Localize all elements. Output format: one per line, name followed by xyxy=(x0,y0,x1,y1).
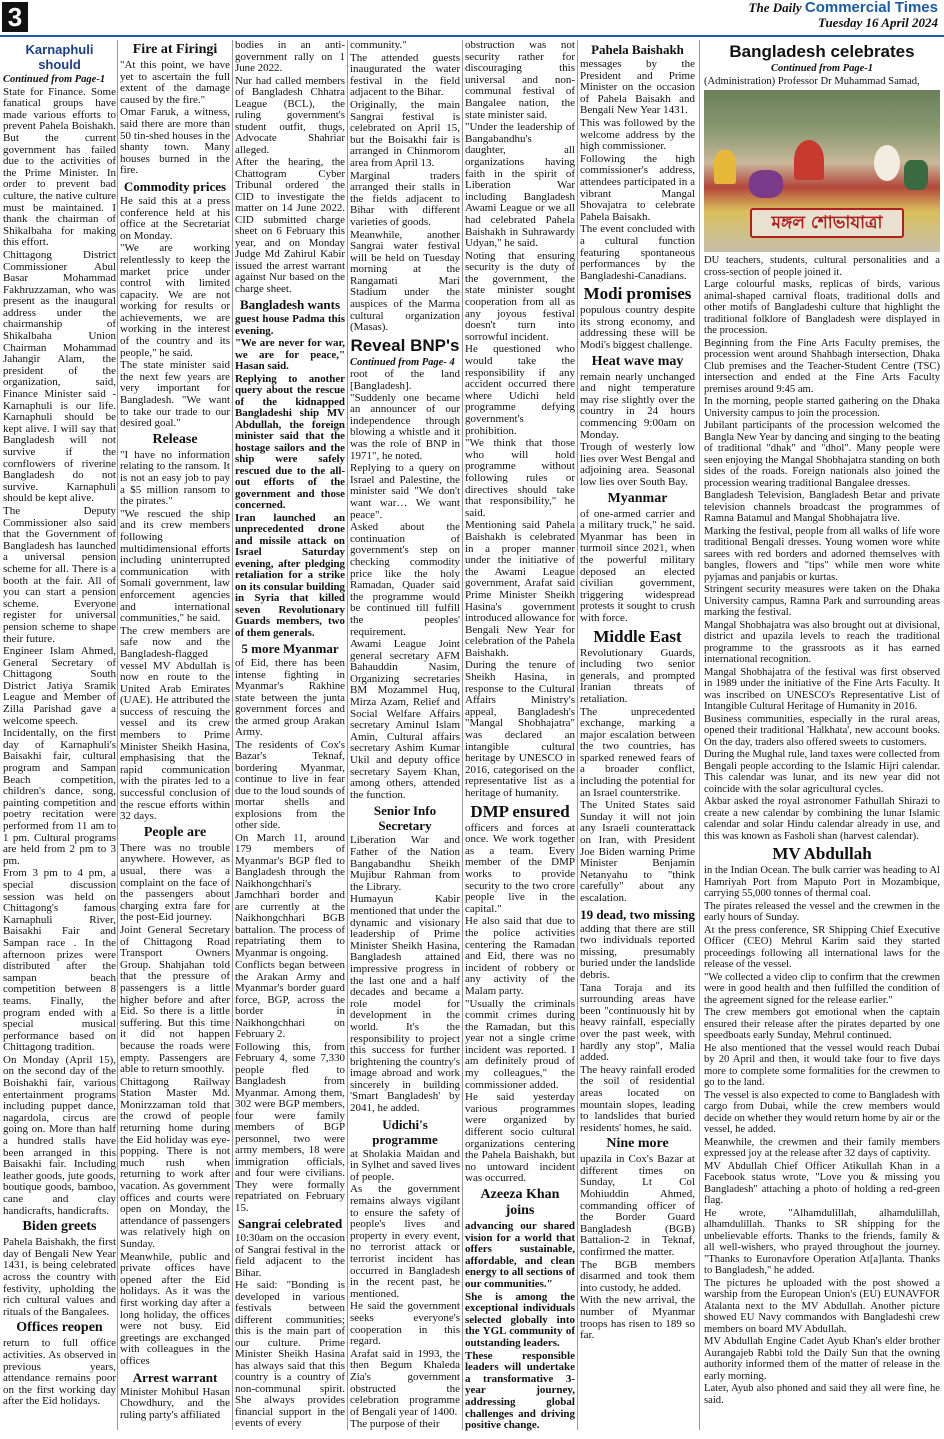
issue-date: Tuesday 16 April 2024 xyxy=(817,15,938,30)
paragraph: Bangladesh Television, Bangladesh Betar and private television channels broadcast the programmes of Ramna Batamul and Mangal Shobhajatra live. xyxy=(704,490,940,524)
headline-reveal-bnp: Reveal BNP's xyxy=(350,335,460,355)
paragraph: The crew members got emotional when the captain ensured their release after the pirates departed by one speedboats early Sunday, Mehrul continued. xyxy=(704,1007,940,1041)
paragraph: Following this, from February 4, some 7,330 people fled to Bangladesh from Myanmar. Among them, 302 were BGP members, four were family members of BGP personnel, two were army members, 18 were immigration officials, and four were civilians. They were formally repatriated on February 15. xyxy=(235,1040,345,1214)
brand-prefix: The Daily xyxy=(748,0,802,15)
paragraph: "Under the leadership of Bangabandhu's daughter, all organizations having faith in the spirit of Liberation War including Bangladesh Awami League or we all had celebrated Pahela Baishakh in Suhrawardy Udyan," he said. xyxy=(465,121,575,250)
paragraph: "We are never for war, we are for peace," Hasan said. xyxy=(235,337,345,372)
paragraph: obstruction was not security rather for discouraging this universal and non-communal festival of Bangalee nation, the state minister said. xyxy=(465,40,575,121)
column-divider xyxy=(232,40,233,1430)
paragraph: Meanwhile, another Sangrai water festival will be held on Tuesday morning at the Rangamati Mari Stadium under the auspices of the Marma cultural organization (Masas). xyxy=(350,228,460,334)
paragraph: The pirates released the vessel and the crewmen in the early hours of Sunday. xyxy=(704,900,940,923)
paragraph: After the hearing, the Chattogram Cyber Tribunal ordered the CID to investigate the matter on 14 June 2022. CID submitted charge sheet on 6 February this year, and on Monday Judge Md Zahirul Kabir issued the arrest warrant against Nur based on the charge sheet. xyxy=(235,156,345,295)
paragraph: The BGB members disarmed and took them into custody, he added. xyxy=(580,1258,695,1294)
paragraph: Marginal traders arranged their stalls in the fields adjacent to Bihar with different varieties of goods. xyxy=(350,169,460,228)
paragraph: He also mentioned that the vessel would reach Dubai by 20 April and then, it would take four to five days more to complete some formalities for the crewmen to go to the land. xyxy=(704,1042,940,1088)
paragraph: Business communities, especially in the rural areas, opened their traditional 'Halkhata', new account books. On the day, traders also offered sweets to customers. xyxy=(704,713,940,748)
paragraph: Meanwhile, public and private offices have opened after the Eid holidays. As it was the first working day after a long holiday, the offices were not busy. Eid greetings are exchanged with colleagues in the offices xyxy=(120,1250,230,1367)
paragraph: Mangal Shobhajatra was also brought out at divisional, district and upazila levels to reach the traditional programme to the grassroots as it has earned international recognition. xyxy=(704,619,940,665)
page-number: 3 xyxy=(2,2,28,32)
paragraph: There was no trouble anywhere. However, as usual, there was a complaint on the face of the passengers about charging extra fare for the post-Eid journey. xyxy=(120,841,230,924)
paragraph: The vessel is also expected to come to Bangladesh with cargo from Dubai, while the crew members would decide on whether they would return home by air or the vessel, he added. xyxy=(704,1089,940,1135)
paragraph: at Sholakia Maidan and in Sylhet and saved lives of people. xyxy=(350,1147,460,1183)
headline-sangrai: Sangrai celebrated xyxy=(237,1216,343,1231)
headline-19-dead: 19 dead, two missing xyxy=(580,906,695,922)
paragraph: He also said that due to the police activities centering the Ramadan and Eid, there was no incident of robbery or any activity of the Malam party. xyxy=(465,915,575,997)
column-4 xyxy=(350,40,460,1432)
paragraph: "I have no information relating to the ransom. It is not an easy job to pay a $5 million ransom to the pirates." xyxy=(120,448,230,508)
headline-fire: Fire at Firingi xyxy=(132,42,218,57)
headline-bangladesh-wants: Bangladesh wants xyxy=(239,297,341,312)
paragraph: Beginning from the Fine Arts Faculty premises, the procession went around Shahbagh intersection, Dhaka Club premises and the Teacher-Student Centre (TSC) intersection and ended at the Fine Arts Faculty premises around 9:45 am. xyxy=(704,337,940,395)
column-7 xyxy=(704,40,940,1432)
paragraph: root of the land [Bangladesh]. "Suddenly one became an announcer of our independence through blowing a whistle and it was the role of BNP in 1971", he noted. xyxy=(350,368,460,462)
paragraph: On March 11, around 179 members of Myanmar's BGP fled to Bangladesh through the Naikhongchhari's Jamchhari border and are currently at the Naikhongchhari BGB battalion. The process of repatriating them to Myanmar is ongoing. xyxy=(235,831,345,959)
paragraph: The crew members are safe now and the Bangladesh-flagged vessel MV Abdullah is now en route to the United Arab Emirates (UAE). He attributed the success of rescuing the vessel and its crew members to Prime Minister Sheikh Hasina, emphasising that the rapid communication with the pirates led to a successful conclusion of the rescue efforts within 32 days. xyxy=(120,624,230,823)
brand-line xyxy=(749,0,938,15)
paragraph: Nur had called members of Bangladesh Chhatra League (BCL), the ruling government's student outfit, thugs, Advocate Shahriar alleged. xyxy=(235,74,345,156)
mask-figure xyxy=(714,150,736,184)
mask-figure xyxy=(749,170,783,198)
paragraph: He said yesterday various programmes were organized by different socio cultural organizations centering the Pahela Baishakh, but no untoward incident was occurred. xyxy=(465,1091,575,1185)
paragraph: adding that there are still two individuals reported missing, presumably buried under the landslide debris. xyxy=(580,922,695,981)
paragraph: During the Mughal rule, land taxes were collected from Bengali people according to the Islamic Hijri calendar. This calendar was lunar, and its new year did not coincide with the solar agricultural cycles. xyxy=(704,749,940,795)
paragraph: Engineer Islam Ahmed, General Secretary of Chittagong South District Jatiya Sramik League and Member of Zilla Parishad gave a welcome speech. xyxy=(3,645,116,727)
paragraph: The residents of Cox's Bazar's Teknaf, bordering Myanmar, continue to live in fear due to the loud sounds of mortar shells and explosions from the other side. xyxy=(235,738,345,831)
masthead-rule xyxy=(0,35,944,37)
column-5 xyxy=(465,40,575,1432)
mask-figure xyxy=(794,140,824,180)
column-3 xyxy=(235,40,345,1432)
column-6 xyxy=(580,40,695,1432)
column-divider xyxy=(577,40,578,1430)
paragraph: He wrote, "Alhamdulillah, alhamdulillah, alhamdulillah. Thanks to SR shipping for the unbelievable efforts. Thanks to the friends, family & all well-wishers, who prayed throughout the journey. "Thanks to Euronavfore Operation At[a]lanta. Thanks to Bangladesh," he added. xyxy=(704,1207,940,1276)
paragraph: The attended guests inaugurated the water festival in the field adjacent to the Bihar. xyxy=(350,51,460,99)
paragraph: These responsible leaders will undertake a transformative 3-year journey, addressing global challenges and driving positive change. xyxy=(465,1349,575,1432)
procession-photo xyxy=(704,90,940,252)
headline-udichi: Udichi's programme xyxy=(372,1116,438,1147)
paragraph: "We rescued the ship and its crew members following multidimensional efforts including uninterrupted communication with Somali government, law enforcement agencies and international communities," he said. xyxy=(120,507,230,625)
paragraph: The state minister said the next few years are very important for Bangladesh. "We want to take our trade to our desired goal." xyxy=(120,359,230,430)
paragraph: (Administration) Professor Dr Muhammad Samad, xyxy=(704,75,920,87)
paragraph: The Deputy Commissioner also said that the Government of Bangladesh has launched a universal pension scheme for all. There is a booth at the fair. All of you can start a pension scheme. Everyone register for universal pension scheme to shape their future. xyxy=(3,504,116,645)
masthead xyxy=(0,0,944,38)
paragraph: Asked about the continuation of government's step on checking commodity price like the holy Ramadan, Quader said the programme would be continued till fulfill the peoples' requirement. xyxy=(350,521,460,638)
column-divider xyxy=(117,40,118,1430)
headline-release: Release xyxy=(152,431,198,447)
paragraph: Later, Ayub also phoned and said they all were fine, he said. xyxy=(704,1383,940,1406)
paragraph: Chittagong District Commissioner Abul Basar Mohammad Fakhruzzaman, who was present as the inaugural address under the chairmanship of Shikalbaha Union Chairman Mohammad Jahangir Alam, the president of the organization, said, Finance Minister said - Karnaphuli is our life. Karnaphuli should be kept alive. I will say that Bangladesh will not survive if the cornflowers of riverine Bangladesh do not survive. Karnaphuli should be kept alive. xyxy=(3,248,116,505)
headline-senior-info: Senior Info Secretary xyxy=(373,803,437,834)
paragraph: Liberation War and Father of the Nation Bangabandhu Sheikh Mujibur Rahman from the Library. xyxy=(350,834,460,893)
paragraph: The unprecedented exchange, marking a major escalation between the two countries, has sparked renewed fears of a broader conflict, including the potential for an Israel counterstrike. xyxy=(580,705,695,799)
paragraph: Incidentally, on the first day of Karnaphuli's Baisakhi fair, cultural program and Sampan Beach competition, children's dance, song, painting competition and poetry recitation were performed from 11 am to 1 pm. Cultural programs are held from 2 pm to 3 pm. xyxy=(3,727,116,867)
paragraph: Replying to another query about the rescue of the kidnapped Bangladeshi ship MV Abdullah, the foreign minister said that the hostage sailors and the ship were safely rescued due to the all-out efforts of the government and those concerned. xyxy=(235,372,345,511)
paragraph: The event concluded with a cultural function featuring spontaneous performances by the Bangladeshi-Canadians. xyxy=(580,223,695,282)
paragraph: Conflicts began between the Arakan Army and Myanmar's border guard force, BGP, across the border in Naikhongchhari on February 2. xyxy=(235,959,345,1040)
paragraph: Mentioning said Pahela Baishakh is celebrated in a proper manner under the initiative of the Awami League government, Arafat said Prime Minister Sheikh Hasina's government introduced allowance for Bengali New Year for celebration of the Pahela Baishakh. xyxy=(465,519,575,659)
paragraph: He said: "Bonding is developed in various festivals between different communities; this is the main part of our culture. Prime Minister Sheikh Hasina has always said that this country is a country of non-communal spirit. She always provides financial support in the events of every xyxy=(235,1279,345,1429)
headline-karnaphuli: Karnaphuli should xyxy=(25,42,94,72)
headline-dmp: DMP ensured xyxy=(470,801,570,821)
paragraph: The purpose of their xyxy=(350,1418,440,1431)
paragraph: of Eid, there has been intense fighting in Myanmar's Rakhine state between the junta government forces and the armed group Arakan Army. xyxy=(235,657,345,738)
paragraph: messages by the President and Prime Minister on the occasion of Pahela Baisakh and Bengali New Year 1431. xyxy=(580,58,695,117)
paragraph: 10:30am on the occasion of Sangrai festival in the field adjacent to the Bihar. xyxy=(235,1232,345,1279)
column-2 xyxy=(120,40,230,1432)
paragraph: community." xyxy=(350,40,407,51)
paragraph: remain nearly unchanged and night temperature may rise slightly over the country in 24 hours commencing 9:00am on Monday. xyxy=(580,370,695,441)
continued-label: Continued from Page- 4 xyxy=(350,356,455,368)
paragraph: officers and forces at once. We work together as a team. Every member of the DMP works to provide security to the two crore people live in the capital." xyxy=(465,821,575,915)
headline-biden: Biden greets xyxy=(22,1219,97,1235)
paragraph: Stringent security measures were taken on the Dhaka University campus, Ramna Park and surrounding areas marking the festival. xyxy=(704,584,940,618)
mask-figure xyxy=(904,160,928,190)
paragraph: Pahela Baishakh, the first day of Bengali New Year 1431, is being celebrated across the country with festivity, upholding the rich cultural values and rituals of the Bangalees. xyxy=(3,1236,116,1318)
paragraph: Omar Faruk, a witness, said there are more than 50 tin-shed houses in the shanty town. Many houses burned in the fire. xyxy=(120,106,230,177)
headline-azeeza: Azeeza Khan joins xyxy=(480,1187,560,1218)
paragraph: MV Abdullah Chief Officer Atikullah Khan in a Facebook status wrote, "Love you & missing you Bangladesh" attaching a photo of holding a red-green flag. xyxy=(704,1160,940,1206)
paragraph: He said this at a press conference held at his office at the Secretariat on Monday. xyxy=(120,194,230,242)
paragraph: State for Finance. Some fanatical groups have made various efforts to prevent Pahela Boishakh. But the current government has failed due to the activities of the Prime Minister. In order to prevent bad culture, the native culture must be maintained. I thank the chairman of Shikalbaha for making this effort. xyxy=(3,85,116,249)
paragraph: Iran launched an unprecedented drone and missile attack on Israel Saturday evening, after pledging retaliation for a strike on its consular building in Syria that killed seven Revolutionary Guards members, two of them generals. xyxy=(235,511,345,639)
brand-name: Commercial Times xyxy=(804,0,938,16)
continued-label: Continued from Page-1 xyxy=(3,74,106,85)
paragraph: of one-armed carrier and a military truck," he said. Myanmar has been in turmoil since 2021, when the powerful military deposed an elected civilian government, triggering widespread protests it sought to crush with force. xyxy=(580,507,695,624)
paragraph: Tana Toraja and its surrounding areas have been "continuously hit by heavy rainfall, especially over the past week, with hardly any stop", Malia added. xyxy=(580,981,695,1064)
headline-mv-abdullah: MV Abdullah xyxy=(772,844,872,863)
paragraph: Replying to a query on Israel and Palestine, the minister said "We don't want war… We want peace". xyxy=(350,462,460,521)
headline-people: People are xyxy=(143,824,207,840)
headline-nine-more: Nine more xyxy=(606,1136,669,1152)
column-divider xyxy=(462,40,463,1430)
paragraph: Humayun Kabir mentioned that under the dynamic and visionary leadership of Prime Minister Sheikh Hasina, Bangladesh attained impressive progress in the last one and a half decades and became a role model for development in the world. It's the responsibility to project this success for further brightening the country's image abroad and work sincerely in building 'Smart Bangladesh' by 2041, he added. xyxy=(350,893,460,1115)
paragraph: Revolutionary Guards, including two senior generals, and prompted Iranian threats of retaliation. xyxy=(580,646,695,705)
headline-myanmar: Myanmar xyxy=(607,490,668,506)
paragraph: "At this point, we have yet to ascertain the full extent of the damage caused by the fire." xyxy=(120,59,230,106)
paragraph: The heavy rainfall eroded the soil of residential areas located on mountain slopes, leading to landslides that buried residents' homes, he said. xyxy=(580,1063,695,1134)
column-1 xyxy=(3,40,116,1432)
paragraph: Following the high commissioner's address, attendees participated in a vibrant Mangal Shovajatra to celebrate Pahela Baisakh. xyxy=(580,152,695,223)
paragraph: "Usually the criminals commit crimes during the Ramadan, but this year not a single crime incident was reported. I am definitely proud of my colleagues," the commissioner added. xyxy=(465,997,575,1091)
paragraph: She is among the exceptional individuals selected globally into the YGL community of outstanding leaders. xyxy=(465,1290,575,1349)
brand xyxy=(749,0,938,31)
paragraph: Joint General Secretary of Chittagong Road Transport Owners Group. Shahjahan told that the pressure of passengers is a little higher before and after Eid. So there is a little suffering. But this time it did not happen because the roads were empty. Passengers are able to return smoothly. xyxy=(120,923,230,1076)
paragraph: Originally, the main Sangrai festival is celebrated on April 15, but the Boisakhi fair is arranged in Chinmorom area from April 13. xyxy=(350,98,460,169)
paragraph: During the tenure of Sheikh Hasina, in response to the Cultural Affairs Ministry's appeal, Bangladesh's "Mangal Shobhajatra" was declared an intangible cultural heritage by UNESCO in 2016, categorised on the representative list as a heritage of humanity. xyxy=(465,659,575,799)
headline-myanmar-5: 5 more Myanmar xyxy=(241,641,339,656)
column-divider xyxy=(699,40,700,1430)
paragraph: This was followed by the welcome address by the high commissioner. xyxy=(580,116,695,153)
paragraph: populous country despite its strong economy, and addressing these will be Modi's biggest challenge. xyxy=(580,304,695,352)
headline-pahela: Pahela Baishakh xyxy=(591,42,684,57)
paragraph: "We think that those who will hold programme without following rules or directives should take that responsibility," he said. xyxy=(465,437,575,519)
paragraph: Arafat said in 1993, the then Begum Khaleda Zia's government obstructed the celebration programme of Bengali year of 1400. xyxy=(350,1347,460,1418)
paragraph: bodies in an anti-government rally on 1 June 2022. xyxy=(235,40,345,74)
headline-middle-east: Middle East xyxy=(593,626,682,646)
headline-bangladesh-celebrates: Bangladesh celebrates xyxy=(729,42,915,61)
paragraph: Chittagong Railway Station Master Md. Monirzzaman told that the crowd of people returning home during the Eid holiday was eye-popping. There is not much rush when returning to work after vacation. As government offices and courts were open on Monday, the attendance of passengers was relatively high on Sunday. xyxy=(120,1075,230,1250)
paragraph: Trough of westerly low lies over West Bengal and adjoining area. Seasonal low lies over South Bay. xyxy=(580,441,695,488)
paragraph: guest house Padma this evening. xyxy=(235,313,345,337)
paragraph: Marking the festival, people from all walks of life wore traditional Bengali dresses. Young women wore white sarees with red borders and adorned themselves with bangles, flowers and "tips" while men wore white pyjamas and panjabis or kurtas. xyxy=(704,525,940,583)
paragraph: Noting that ensuring security is the duty of the government, the state minister sought cooperation from all as any joyous festival doesn't turn into sorrowful incident. xyxy=(465,249,575,343)
paragraph: Minister Mohibul Hasan Chowdhury, and the ruling party's affiliated xyxy=(120,1385,230,1421)
paragraph: advancing our shared vision for a world that offers sustainable, affordable, and clean energy to all sections of our communities." xyxy=(465,1220,575,1290)
paragraph: "We collected a video clip to confirm that the crewmen were in good health and then fulfilled the condition of the agreement signed for the release earlier." xyxy=(704,971,940,1006)
procession-banner: মঙ্গল শোভাযাত্রা xyxy=(750,208,904,238)
paragraph: From 3 pm to 4 pm, a special discussion session was held on Chittagong's famous Karnaphuli River, Baisakhi Fair and Sampan race . In the afternoon prizes were distributed after the sampan beach competition between 8 teams. Finally, the program ended with a special musical performance based on Chittagong tradition. xyxy=(3,867,116,1054)
paragraph: MV Abdullah Engine Cadet Ayub Khan's elder brother Aurangajeb Rabbi told the Daily Sun that the owning authority informed them of the matter of release in the early morning. xyxy=(704,1336,940,1382)
paragraph: With the new arrival, the number of Myanmar troops has risen to 189 so far. xyxy=(580,1294,695,1342)
paragraph: Large colourful masks, replicas of birds, various animal-shaped carnival floats, traditional dolls and other motifs of Bangladeshi culture that highlight the traditional folklore of Bangladesh were displayed in the procession. xyxy=(704,279,940,336)
paragraph: In the morning, people started gathering on the Dhaka University campus to join the procession. xyxy=(704,396,940,419)
continued-label: Continued from Page-1 xyxy=(770,63,874,74)
headline-commodity: Commodity prices xyxy=(123,178,227,194)
paragraph: Jubilant participants of the procession welcomed the Bangla New Year by dancing and singing to the beating of traditional "dhak" and "dhol". Many people were seen enjoying the Mangal Shobhajatra standing on both sides of the roads. Foreign nationals also joined the procession wearing traditional Bangalee dresses. xyxy=(704,420,940,489)
paragraph: "We are working relentlessly to keep the market price under control with limited capacity. We are not working for results or achievements, we are working in the interest of the country and its people," he said. xyxy=(120,242,230,359)
paragraph: Awami League Joint general secretary AFM Bahauddin Nasim, Organizing secretaries BM Mozammel Huq, Mirza Azam, Relief and Social Welfare Affairs secretary Aminul Islam Amin, Cultural affairs secretary Ashim Kumar Ukil and deputy office secretary Sayem Khan, among others, attended the function. xyxy=(350,638,460,801)
paragraph: He said the government seeks everyone's cooperation in this regard. xyxy=(350,1300,460,1348)
paragraph: At the press conference, SR Shipping Chief Executive Officer (CEO) Mehrul Karim said they started proceedings following all international laws for the release of the vessel. xyxy=(704,924,940,970)
mask-figure xyxy=(874,145,900,181)
paragraph: in the Indian Ocean. The bulk carrier was heading to Al Hamriyah Port from Maputo Port in Mozambique, carrying 55,000 tonnes of thermal coal. xyxy=(704,865,940,899)
headline-arrest: Arrest warrant xyxy=(132,1369,218,1385)
paragraph: As the government remains always vigilant to ensure the safety of people's lives and property in every event, no terrorist attack or terrorist incident has occurred in Bangladesh in the recent past, he mentioned. xyxy=(350,1183,460,1300)
paragraph: Mangal Shobhajatra of the festival was first observed in 1989 under the initiative of the Fine Arts Faculty. It was inscribed on UNESCO's Representative List of Intangible Cultural Heritage of Humanity in 2016. xyxy=(704,666,940,712)
paragraph: Akbar asked the royal astronomer Fathullah Shirazi to create a new calendar by combining the lunar Islamic calendar and solar Hindu calendar already in use, and this was known as Fasholi shan (harvest calendar). xyxy=(704,796,940,842)
paragraph: He questioned who would take the responsibility if any accident occurred there where Udichi held programme defying government's prohibition. xyxy=(465,343,575,437)
paragraph: upazila in Cox's Bazar at different times on Sunday, Lt Col Mohiuddin Ahmed, commanding officer of the Border Guard Bangladesh (BGB) Battalion-2 in Teknaf, confirmed the matter. xyxy=(580,1153,695,1259)
headline-heatwave: Heat wave may xyxy=(591,353,684,369)
paragraph: On Monday (April 15), on the second day of the Boishakhi fair, various entertainment programs including puppet dance, nagardola, circus are going on. More than half a hundred stalls have been arranged in this Baisakhi fair. Including leather goods, jute goods, boutique goods, bamboo, cane and clay handicrafts, handicrafts. xyxy=(3,1053,116,1217)
paragraph: return to full office activities. As observed in previous years, attendance remains poor on the first working day after the Eid holidays. xyxy=(3,1337,116,1408)
paragraph: Meanwhile, the crewmen and their family members expressed joy at the release after 32 days of captivity. xyxy=(704,1136,940,1159)
headline-offices: Offices reopen xyxy=(16,1320,103,1336)
headline-modi: Modi promises xyxy=(583,284,692,304)
column-divider xyxy=(347,40,348,1430)
paragraph: The pictures he uploaded with the post showed a warship from the European Union's (EU) EUNAVFOR Atalanta next to the MV Abdullah. Another picture showed EU Navy commandos with Bangladeshi crew members on board MV Abdullah. xyxy=(704,1277,940,1335)
paragraph: DU teachers, students, cultural personalities and a cross-section of people joined it. xyxy=(704,255,940,278)
paragraph: The United States said Sunday it will not join any Israeli counterattack on Iran, with President Joe Biden warning Prime Minister Benjamin Netanyahu to "think carefully" about any escalation. xyxy=(580,799,695,904)
